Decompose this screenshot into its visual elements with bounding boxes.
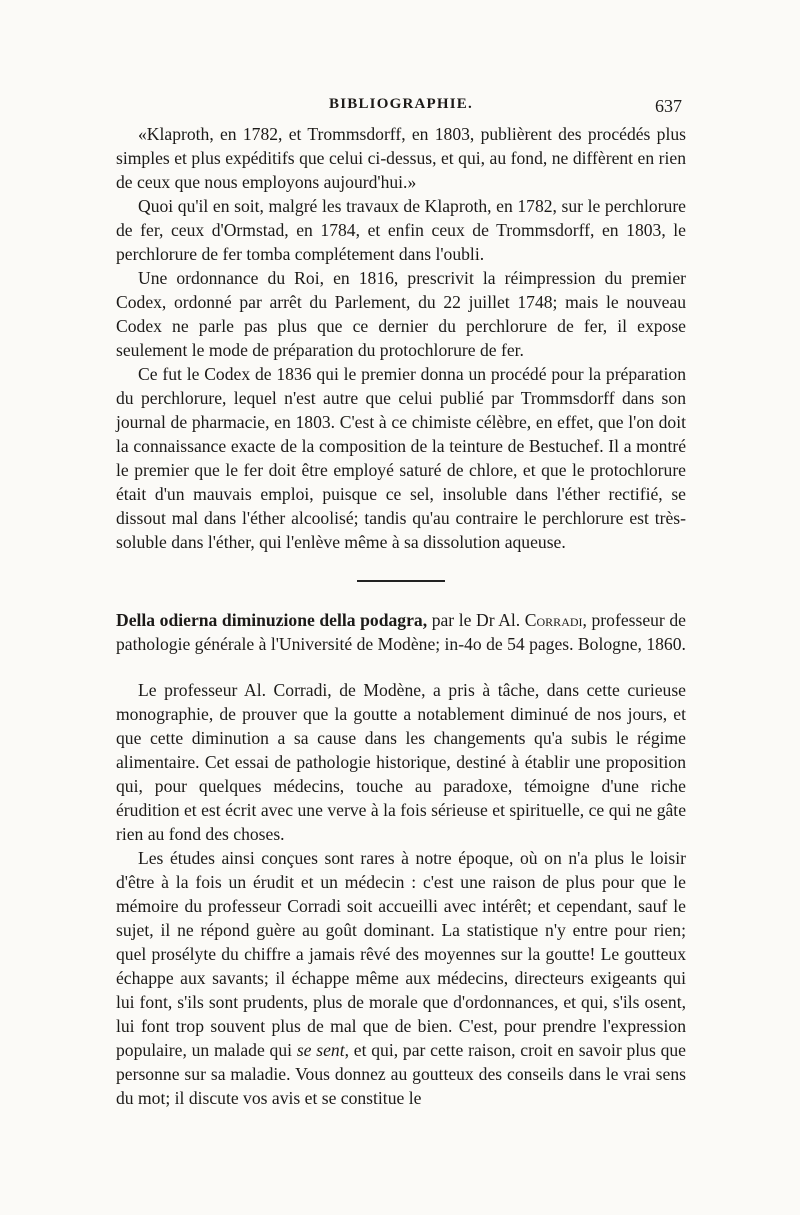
review-author-name: Corradi	[524, 610, 583, 630]
paragraph-codex-1836: Ce fut le Codex de 1836 qui le premier donna un procédé pour la préparation du perchlorure, lequel n'est autre que celui publié par Trommsdorff dans son journal de pharmacie, en 1803. C'est à ce chimiste célèbre, en effet, que l'on doit la connaissance exacte de la composition de la teinture de Bestuchef. Il a montré le premier que le fer doit être employé saturé de chlore, et que le protochlorure était d'un mauvais emploi, puisque ce sel, insoluble dans l'éther rectifié, se dissout mal dans l'éther alcoolisé; tandis qu'au contraire le perchlorure est très-soluble dans l'éther, qui l'enlève même à sa dissolution aqueuse.	[116, 364, 686, 552]
paragraph-etudes	[116, 846, 686, 1110]
book-page	[116, 96, 686, 1110]
running-head	[116, 96, 686, 118]
paragraph-corradi: Le professeur Al. Corradi, de Modène, a pris à tâche, dans cette curieuse monographie, de prouver que la goutte a notablement diminué de nos jours, et que cette diminution a sa cause dans les changements qu'a subis le régime alimentaire. Cet essai de pathologie historique, destiné à établir une proposition qui, pour quelques médecins, touche au paradoxe, témoigne d'une riche érudition et est écrit avec une verve à la fois sérieuse et spirituelle, ce qui ne gâte rien au fond des choses.	[116, 680, 686, 844]
review-heading	[116, 608, 686, 656]
review-title: Della odierna diminuzione della podagra,	[116, 610, 428, 630]
paragraph-oubli: Quoi qu'il en soit, malgré les travaux de Klaproth, en 1782, sur le perchlorure de fer, ceux d'Ormstad, en 1784, et enfin ceux de Trommsdorff, en 1803, le perchlorure de fer tomba complétement dans l'oubli.	[116, 196, 686, 264]
paragraph-etudes-part2: , et qui, par cette raison, croit en savoir plus que personne sur sa maladie. Vous donnez au goutteux des conseils dans le vrai sens du mot; il discute vos avis et se constitue le	[116, 1040, 686, 1108]
review-author-prefix: par le Dr Al.	[427, 610, 525, 630]
paragraph-ordonnance: Une ordonnance du Roi, en 1816, prescrivit la réimpression du premier Codex, ordonné par arrêt du Parlement, du 22 juillet 1748; mais le nouveau Codex ne parle pas plus que ce dernier du perchlorure de fer, il expose seulement le mode de préparation du protochlorure de fer.	[116, 268, 686, 360]
paragraph-etudes-italic: se sent	[296, 1040, 345, 1060]
running-head-title: BIBLIOGRAPHIE.	[329, 96, 473, 112]
paragraph-klaproth-quote: «Klaproth, en 1782, et Trommsdorff, en 1803, publièrent des procédés plus simples et plus expéditifs que celui ci-dessus, et qui, au fond, ne diffèrent en rien de ceux que nous employons aujourd'hui.»	[116, 124, 686, 192]
section-divider	[357, 580, 445, 582]
review-details: , professeur de pathologie générale à l'Université de Modène; in-4o de 54 pages. Bologne, 1860.	[116, 610, 686, 654]
paragraph-etudes-part1: Les études ainsi conçues sont rares à notre époque, où on n'a plus le loisir d'être à la fois un érudit et un médecin : c'est une raison de plus pour que le mémoire du professeur Corradi soit accueilli avec intérêt; et cependant, sauf le sujet, il ne répond guère au goût dominant. La statistique n'y entre pour rien; quel prosélyte du chiffre a jamais rêvé des moyennes sur la goutte! Le goutteux échappe aux savants; il échappe même aux médecins, directeurs exigeants qui lui font, s'ils sont prudents, plus de morale que d'ordonnances, et qui, s'ils osent, lui font trop souvent plus de mal que de bien. C'est, pour prendre l'expression populaire, un malade qui	[116, 848, 686, 1060]
page-number: 637	[655, 96, 682, 116]
